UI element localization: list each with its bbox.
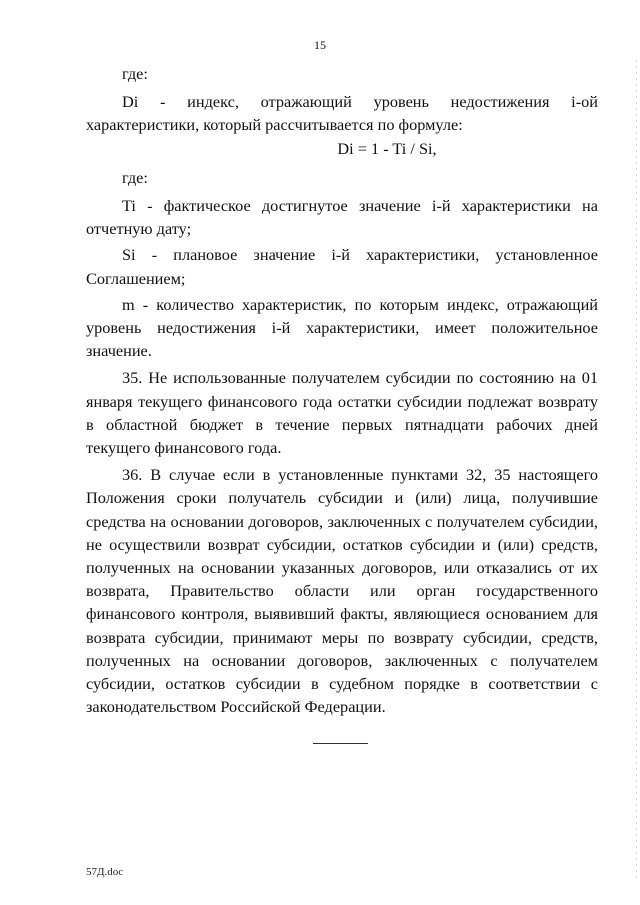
formula: Di = 1 - Ti / Si, xyxy=(337,138,437,158)
where-label-2: где: xyxy=(122,167,148,187)
ti-definition: Ti - фактическое достигнутое значение i-й характеристики на отчетную дату; xyxy=(86,196,598,239)
paragraph-35: 35. Не использованные получателем субсидии по состоянию на 01 января текущего финансового года остатки субсидии подлежат возврату в областной бюджет в течение первых пятнадцати рабочих дней текущего финансового года. xyxy=(86,368,598,458)
document-body xyxy=(86,62,598,718)
where-label-1: где: xyxy=(122,64,148,83)
page-number: 15 xyxy=(314,38,326,52)
end-separator-line xyxy=(313,743,368,744)
paragraph-36: 36. В случае если в установленные пунктами 32, 35 настоящего Положения сроки получатель субсидии и (или) лица, получившие средства на основании договоров, заключенных с получателем субсидии, не осуществили возврат субсидии, остатков субсидии и (или) средств, полученных на основании указанных договоров, или отказались от их возврата, Правительство области или орган государственного финансового контроля, выявивший факты, являющиеся основанием для возврата субсидии, принимают меры по возврату субсидии, средств, полученных на основании договоров, заключенных с получателем субсидии, остатков субсидии в судебном порядке в соответствии с законодательством Российской Федерации. xyxy=(86,465,598,717)
m-definition: m - количество характеристик, по которым индекс, отражающий уровень недостижения i-й характеристики, имеет положительное значение. xyxy=(86,294,598,361)
di-definition: Di - индекс, отражающий уровень недостижения i-ой характеристики, который рассчитывается по формуле: xyxy=(86,92,598,135)
scan-edge-artifact xyxy=(636,60,637,880)
file-name-footer: 57Д.doc xyxy=(86,866,124,878)
si-definition: Si - плановое значение i-й характеристики, установленное Соглашением; xyxy=(86,245,598,288)
